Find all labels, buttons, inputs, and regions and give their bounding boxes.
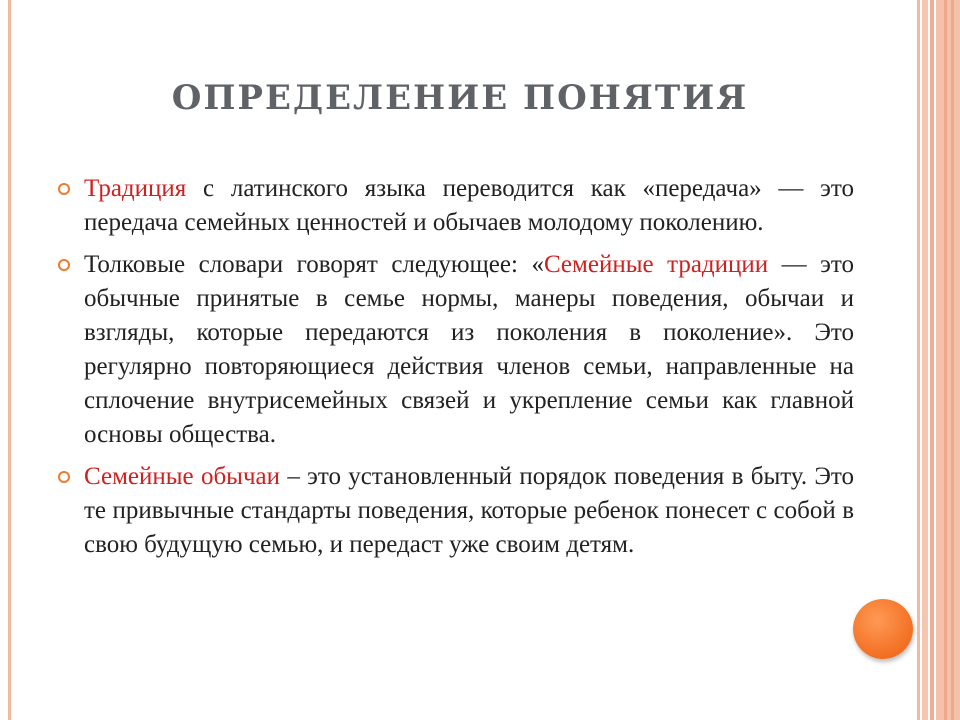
circle-bullet-icon — [58, 259, 70, 271]
circle-bullet-icon — [58, 471, 70, 483]
right-stripe — [944, 0, 947, 720]
definition-list — [58, 172, 854, 570]
list-item — [58, 172, 854, 240]
highlight-term: Семейные традиции — [543, 251, 769, 278]
highlight-term: Семейные обычаи — [84, 463, 281, 490]
right-stripe — [917, 0, 920, 720]
list-item — [58, 248, 854, 452]
orange-circle — [853, 599, 913, 659]
right-stripe — [930, 0, 934, 720]
right-stripe — [951, 0, 954, 720]
right-stripe — [936, 0, 960, 720]
item-text: – это установленный порядок поведения в быту. Это те привычные стандарты поведения, которые ребенок понесет с собой в свою будущую семью, и передаст уже своим детям. — [84, 463, 854, 558]
right-stripe — [922, 0, 928, 720]
item-prefix: Толковые словари говорят следующее: « — [84, 251, 544, 278]
circle-bullet-icon — [58, 183, 70, 195]
item-text: — это обычные принятые в семье нормы, манеры поведения, обычаи и взгляды, которые передаются из поколения в поколение». Это регулярно повторяющиеся действия членов семьи, направленные на сплочение внутрисемейных связей и укрепление семьи как главной основы общества. — [84, 251, 854, 448]
highlight-term: Традиция — [84, 175, 187, 202]
left-frame-line — [8, 0, 11, 720]
item-text: с латинского языка переводится как «передача» — это передача семейных ценностей и обычаев молодому поколению. — [84, 175, 854, 236]
list-item — [58, 460, 854, 562]
slide-title: ОПРЕДЕЛЕНИЕ ПОНЯТИЯ — [171, 78, 749, 118]
